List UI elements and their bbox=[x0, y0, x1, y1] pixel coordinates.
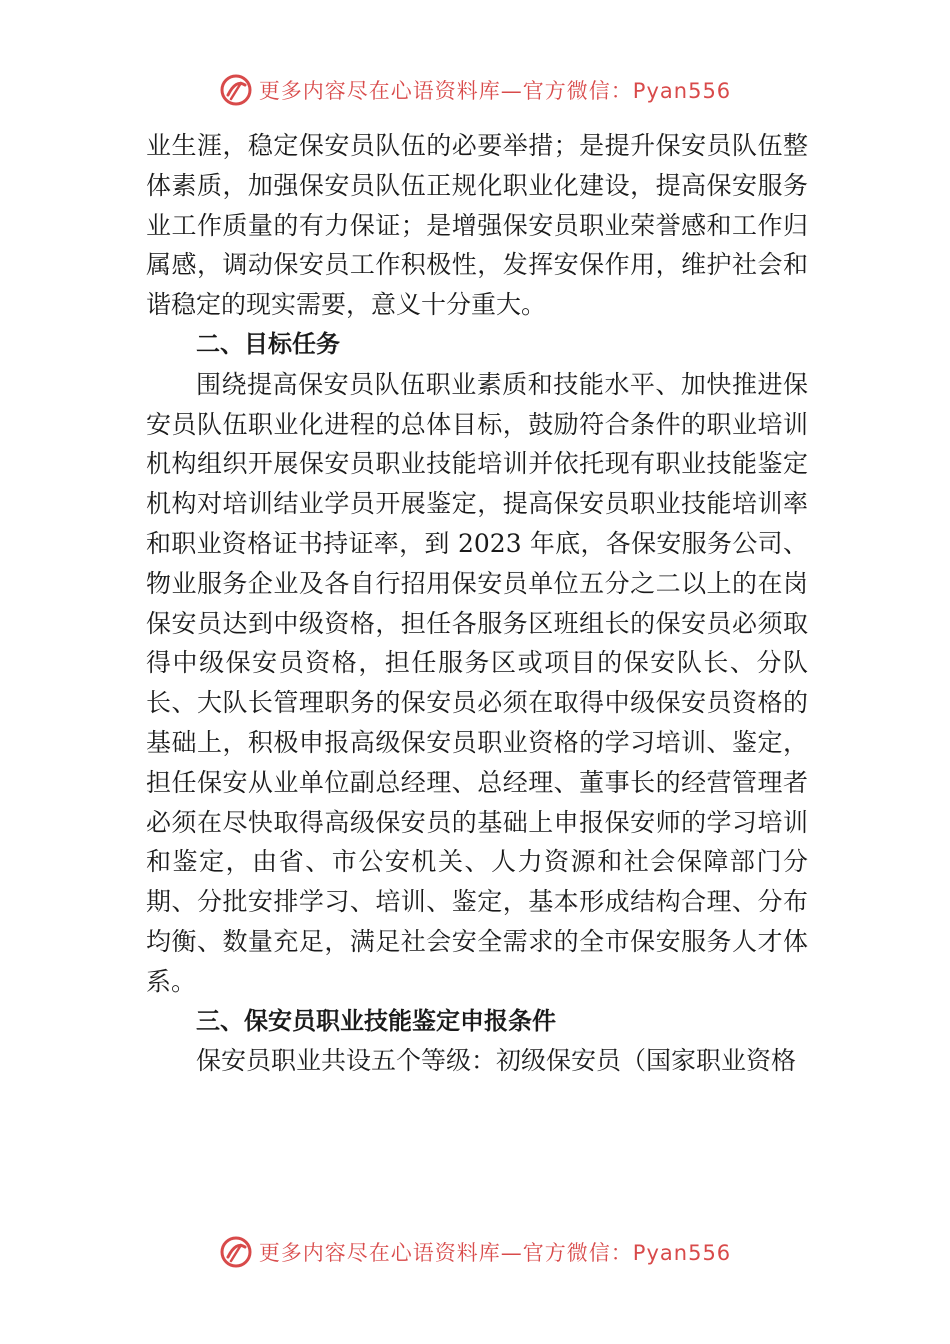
section-heading-3: 三、保安员职业技能鉴定申报条件 bbox=[196, 1006, 556, 1035]
section-heading-2: 二、目标任务 bbox=[196, 329, 340, 358]
paragraph-1: 业生涯，稳定保安员队伍的必要举措；是提升保安员队伍整体素质，加强保安员队伍正规化职业化建设，提高保安服务业工作质量的有力保证；是增强保安员职业荣誉感和工作归属感，调动保安员工作积极性，发挥安保作用，维护社会和谐稳定的现实需要，意义十分重大。 bbox=[146, 131, 808, 320]
header-banner-text: 更多内容尽在心语资料库—官方微信：Pyan556 bbox=[258, 79, 732, 103]
logo-icon bbox=[219, 73, 253, 107]
footer-banner-text: 更多内容尽在心语资料库—官方微信：Pyan556 bbox=[258, 1241, 732, 1265]
logo-icon bbox=[219, 1235, 253, 1269]
paragraph-3: 保安员职业共设五个等级：初级保安员（国家职业资格 bbox=[196, 1046, 797, 1076]
header-banner bbox=[0, 68, 950, 112]
paragraph-2: 围绕提高保安员队伍职业素质和技能水平、加快推进保安员队伍职业化进程的总体目标，鼓励符合条件的职业培训机构组织开展保安员职业技能培训并依托现有职业技能鉴定机构对培训结业学员开展鉴定，提高保安员职业技能培训率和职业资格证书持证率，到 2023 年底，各保安服务公司、物业服务企业及各自行招用保安员单位五分之二以上的在岗保安员达到中级资格，担任各服务区班组长的保安员必须取得中级保安员资格，担任服务区或项目的保安队长、分队长、大队长管理职务的保安员必须在取得中级保安员资格的基础上，积极申报高级保安员职业资格的学习培训、鉴定， 担任保安从业单位副总经理、总经理、董事长的经营管理者必须在尽快取得高级保安员的基础上申报保安师的学习培训和鉴定，由省、市公安机关、人力资源和社会保障部门分期、分批安排学习、培训、鉴定，基本形成结构合理、分布均衡、数量充足，满足社会安全需求的全市保安服务人才体系。 bbox=[146, 369, 808, 996]
document-body bbox=[146, 126, 808, 1081]
footer-banner bbox=[0, 1230, 950, 1274]
